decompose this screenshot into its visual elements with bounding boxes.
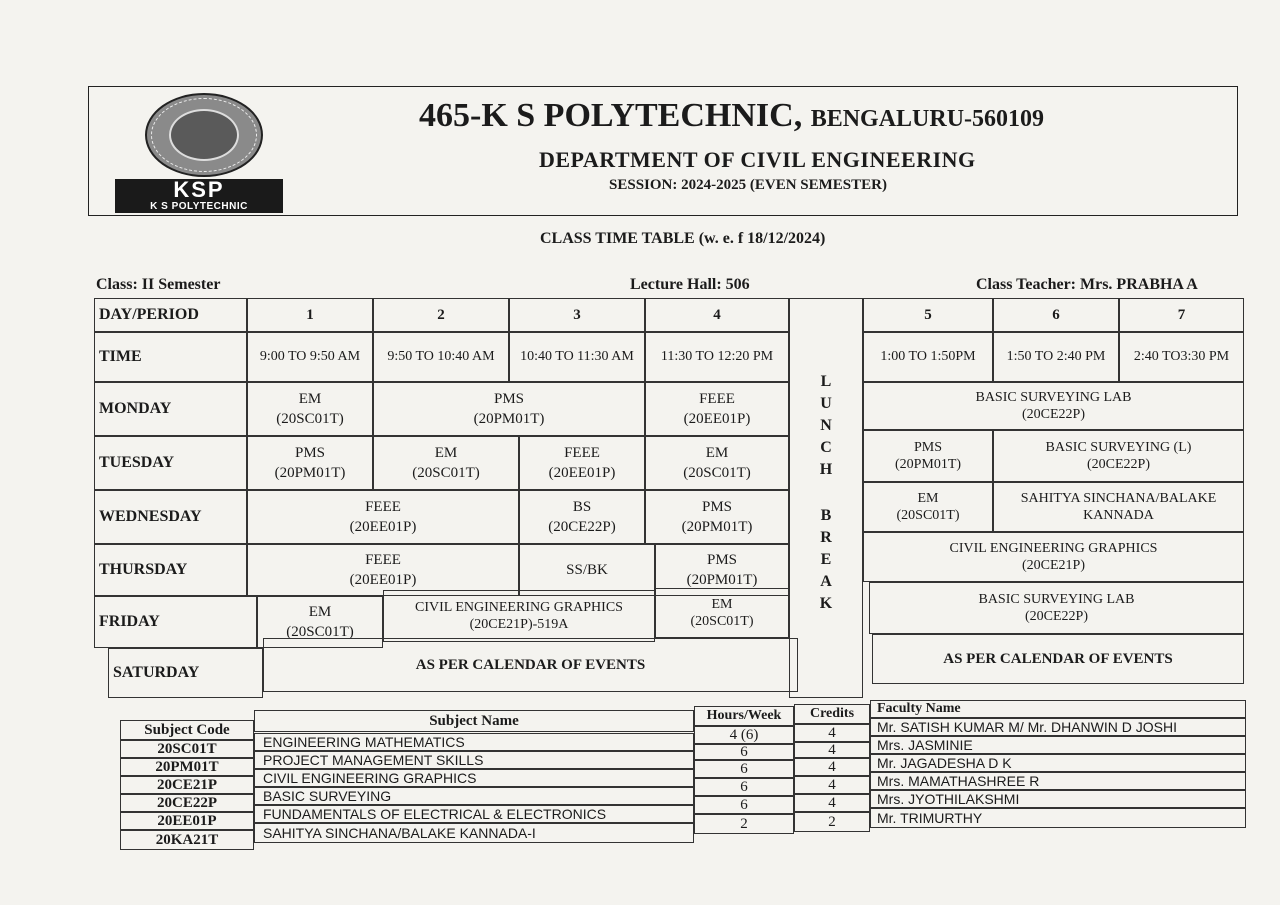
period-3-header: 3 — [509, 298, 645, 332]
subject-code: 20CE21P — [120, 776, 254, 794]
logo-ksp-banner — [115, 179, 283, 213]
lunch-break-column — [789, 298, 863, 698]
lunch-letter: U — [820, 395, 832, 412]
subject-hours: 6 — [694, 796, 794, 814]
slot-wednesday-p1-2: FEEE (20EE01P) — [247, 490, 519, 544]
logo-abbrev: KSP — [173, 177, 225, 202]
subject-name: BASIC SURVEYING — [254, 787, 694, 805]
slot-tuesday-p4: EM (20SC01T) — [645, 436, 789, 490]
lunch-letter: N — [820, 417, 832, 434]
slot-thursday-p3: SS/BK — [519, 544, 655, 596]
slot-monday-p5-7: BASIC SURVEYING LAB (20CE22P) — [863, 382, 1244, 430]
day-wednesday: WEDNESDAY — [94, 490, 247, 544]
timetable-heading: CLASS TIME TABLE (w. e. f 18/12/2024) — [540, 230, 826, 247]
subject-name: ENGINEERING MATHEMATICS — [254, 733, 694, 751]
class-label: Class: II Semester — [96, 276, 221, 293]
logo-seal — [145, 93, 263, 177]
faculty-name: Mrs. JYOTHILAKSHMI — [870, 790, 1246, 808]
institution-name: 465-K S POLYTECHNIC, — [419, 97, 803, 134]
faculty-name: Mrs. JASMINIE — [870, 736, 1246, 754]
institution-city: BENGALURU-560109 — [810, 106, 1045, 132]
subject-credits: 4 — [794, 742, 870, 758]
day-tuesday: TUESDAY — [94, 436, 247, 490]
lecture-hall-label: Lecture Hall: 506 — [630, 276, 750, 293]
subject-code: 20SC01T — [120, 740, 254, 758]
day-friday: FRIDAY — [94, 596, 257, 648]
institution-logo — [115, 93, 285, 211]
time-period-3: 10:40 TO 11:30 AM — [509, 332, 645, 382]
class-teacher-label: Class Teacher: Mrs. PRABHA A — [976, 276, 1198, 293]
subject-name: PROJECT MANAGEMENT SKILLS — [254, 751, 694, 769]
time-period-1: 9:00 TO 9:50 AM — [247, 332, 373, 382]
lunch-letter: E — [820, 551, 832, 568]
slot-wednesday-p3: BS (20CE22P) — [519, 490, 645, 544]
day-thursday: THURSDAY — [94, 544, 247, 596]
subject-credits: 2 — [794, 812, 870, 832]
slot-monday-p1: EM (20SC01T) — [247, 382, 373, 436]
period-4-header: 4 — [645, 298, 789, 332]
subject-hours: 2 — [694, 814, 794, 834]
time-row-label: TIME — [94, 332, 247, 382]
subject-hours: 6 — [694, 778, 794, 796]
faculty-name-header: Faculty Name — [870, 700, 1246, 718]
subject-hours: 4 (6) — [694, 726, 794, 744]
subject-code-header: Subject Code — [120, 720, 254, 740]
faculty-name: Mr. JAGADESHA D K — [870, 754, 1246, 772]
session-label: SESSION: 2024-2025 (EVEN SEMESTER) — [609, 177, 887, 193]
slot-thursday-p5-7: CIVIL ENGINEERING GRAPHICS (20CE21P) — [863, 532, 1244, 582]
lunch-letter: H — [819, 461, 833, 478]
slot-wednesday-p5: EM (20SC01T) — [863, 482, 993, 532]
time-period-7: 2:40 TO3:30 PM — [1119, 332, 1244, 382]
slot-monday-p2-3: PMS (20PM01T) — [373, 382, 645, 436]
subject-name: FUNDAMENTALS OF ELECTRICAL & ELECTRONICS — [254, 805, 694, 823]
faculty-name: Mrs. MAMATHASHREE R — [870, 772, 1246, 790]
slot-wednesday-p4: PMS (20PM01T) — [645, 490, 789, 544]
slot-tuesday-p6-7: BASIC SURVEYING (L) (20CE22P) — [993, 430, 1244, 482]
slot-saturday-morning: AS PER CALENDAR OF EVENTS — [263, 638, 798, 692]
lunch-letter: B — [820, 507, 832, 524]
subject-name: CIVIL ENGINEERING GRAPHICS — [254, 769, 694, 787]
period-7-header: 7 — [1119, 298, 1244, 332]
subject-credits: 4 — [794, 794, 870, 812]
time-period-2: 9:50 TO 10:40 AM — [373, 332, 509, 382]
subject-credits: 4 — [794, 776, 870, 794]
credits-header: Credits — [794, 704, 870, 724]
lunch-letter: A — [820, 573, 832, 590]
header-box — [88, 86, 1238, 216]
time-period-4: 11:30 TO 12:20 PM — [645, 332, 789, 382]
timetable-grid — [94, 298, 1244, 698]
subject-table — [114, 700, 1246, 860]
subject-name: SAHITYA SINCHANA/BALAKE KANNADA-I — [254, 823, 694, 843]
subject-credits: 4 — [794, 758, 870, 776]
time-period-6: 1:50 TO 2:40 PM — [993, 332, 1119, 382]
lunch-letter: C — [820, 439, 832, 456]
subject-hours: 6 — [694, 744, 794, 760]
period-1-header: 1 — [247, 298, 373, 332]
logo-name: K S POLYTECHNIC — [150, 201, 248, 212]
hours-week-header: Hours/Week — [694, 706, 794, 726]
slot-tuesday-p1: PMS (20PM01T) — [247, 436, 373, 490]
institution-title — [419, 97, 1044, 135]
subject-code: 20EE01P — [120, 812, 254, 830]
faculty-name: Mr. TRIMURTHY — [870, 808, 1246, 828]
faculty-name: Mr. SATISH KUMAR M/ Mr. DHANWIN D JOSHI — [870, 718, 1246, 736]
slot-friday-p4: EM (20SC01T) — [655, 588, 789, 638]
department-title: DEPARTMENT OF CIVIL ENGINEERING — [539, 147, 976, 172]
subject-code: 20KA21T — [120, 830, 254, 850]
lunch-letter: R — [820, 529, 832, 546]
slot-wednesday-p6-7: SAHITYA SINCHANA/BALAKE KANNADA — [993, 482, 1244, 532]
period-5-header: 5 — [863, 298, 993, 332]
slot-saturday-afternoon: AS PER CALENDAR OF EVENTS — [872, 634, 1244, 684]
slot-tuesday-p5: PMS (20PM01T) — [863, 430, 993, 482]
time-period-5: 1:00 TO 1:50PM — [863, 332, 993, 382]
day-period-header: DAY/PERIOD — [94, 298, 247, 332]
slot-friday-p5-7: BASIC SURVEYING LAB (20CE22P) — [869, 582, 1244, 634]
subject-code: 20CE22P — [120, 794, 254, 812]
slot-thursday-p4: PMS (20PM01T) — [655, 544, 789, 596]
slot-friday-p1: EM (20SC01T) — [257, 596, 383, 648]
slot-monday-p4: FEEE (20EE01P) — [645, 382, 789, 436]
subject-credits: 4 — [794, 724, 870, 742]
slot-thursday-p1-2: FEEE (20EE01P) — [247, 544, 519, 596]
day-saturday: SATURDAY — [108, 648, 263, 698]
slot-tuesday-p3: FEEE (20EE01P) — [519, 436, 645, 490]
subject-name-header: Subject Name — [254, 710, 694, 732]
day-monday: MONDAY — [94, 382, 247, 436]
slot-friday-p2-3: CIVIL ENGINEERING GRAPHICS (20CE21P)-519A — [383, 590, 655, 642]
period-2-header: 2 — [373, 298, 509, 332]
lunch-letter: L — [820, 373, 832, 390]
lunch-letter: K — [819, 595, 833, 612]
subject-hours: 6 — [694, 760, 794, 778]
period-6-header: 6 — [993, 298, 1119, 332]
subject-code: 20PM01T — [120, 758, 254, 776]
slot-tuesday-p2: EM (20SC01T) — [373, 436, 519, 490]
